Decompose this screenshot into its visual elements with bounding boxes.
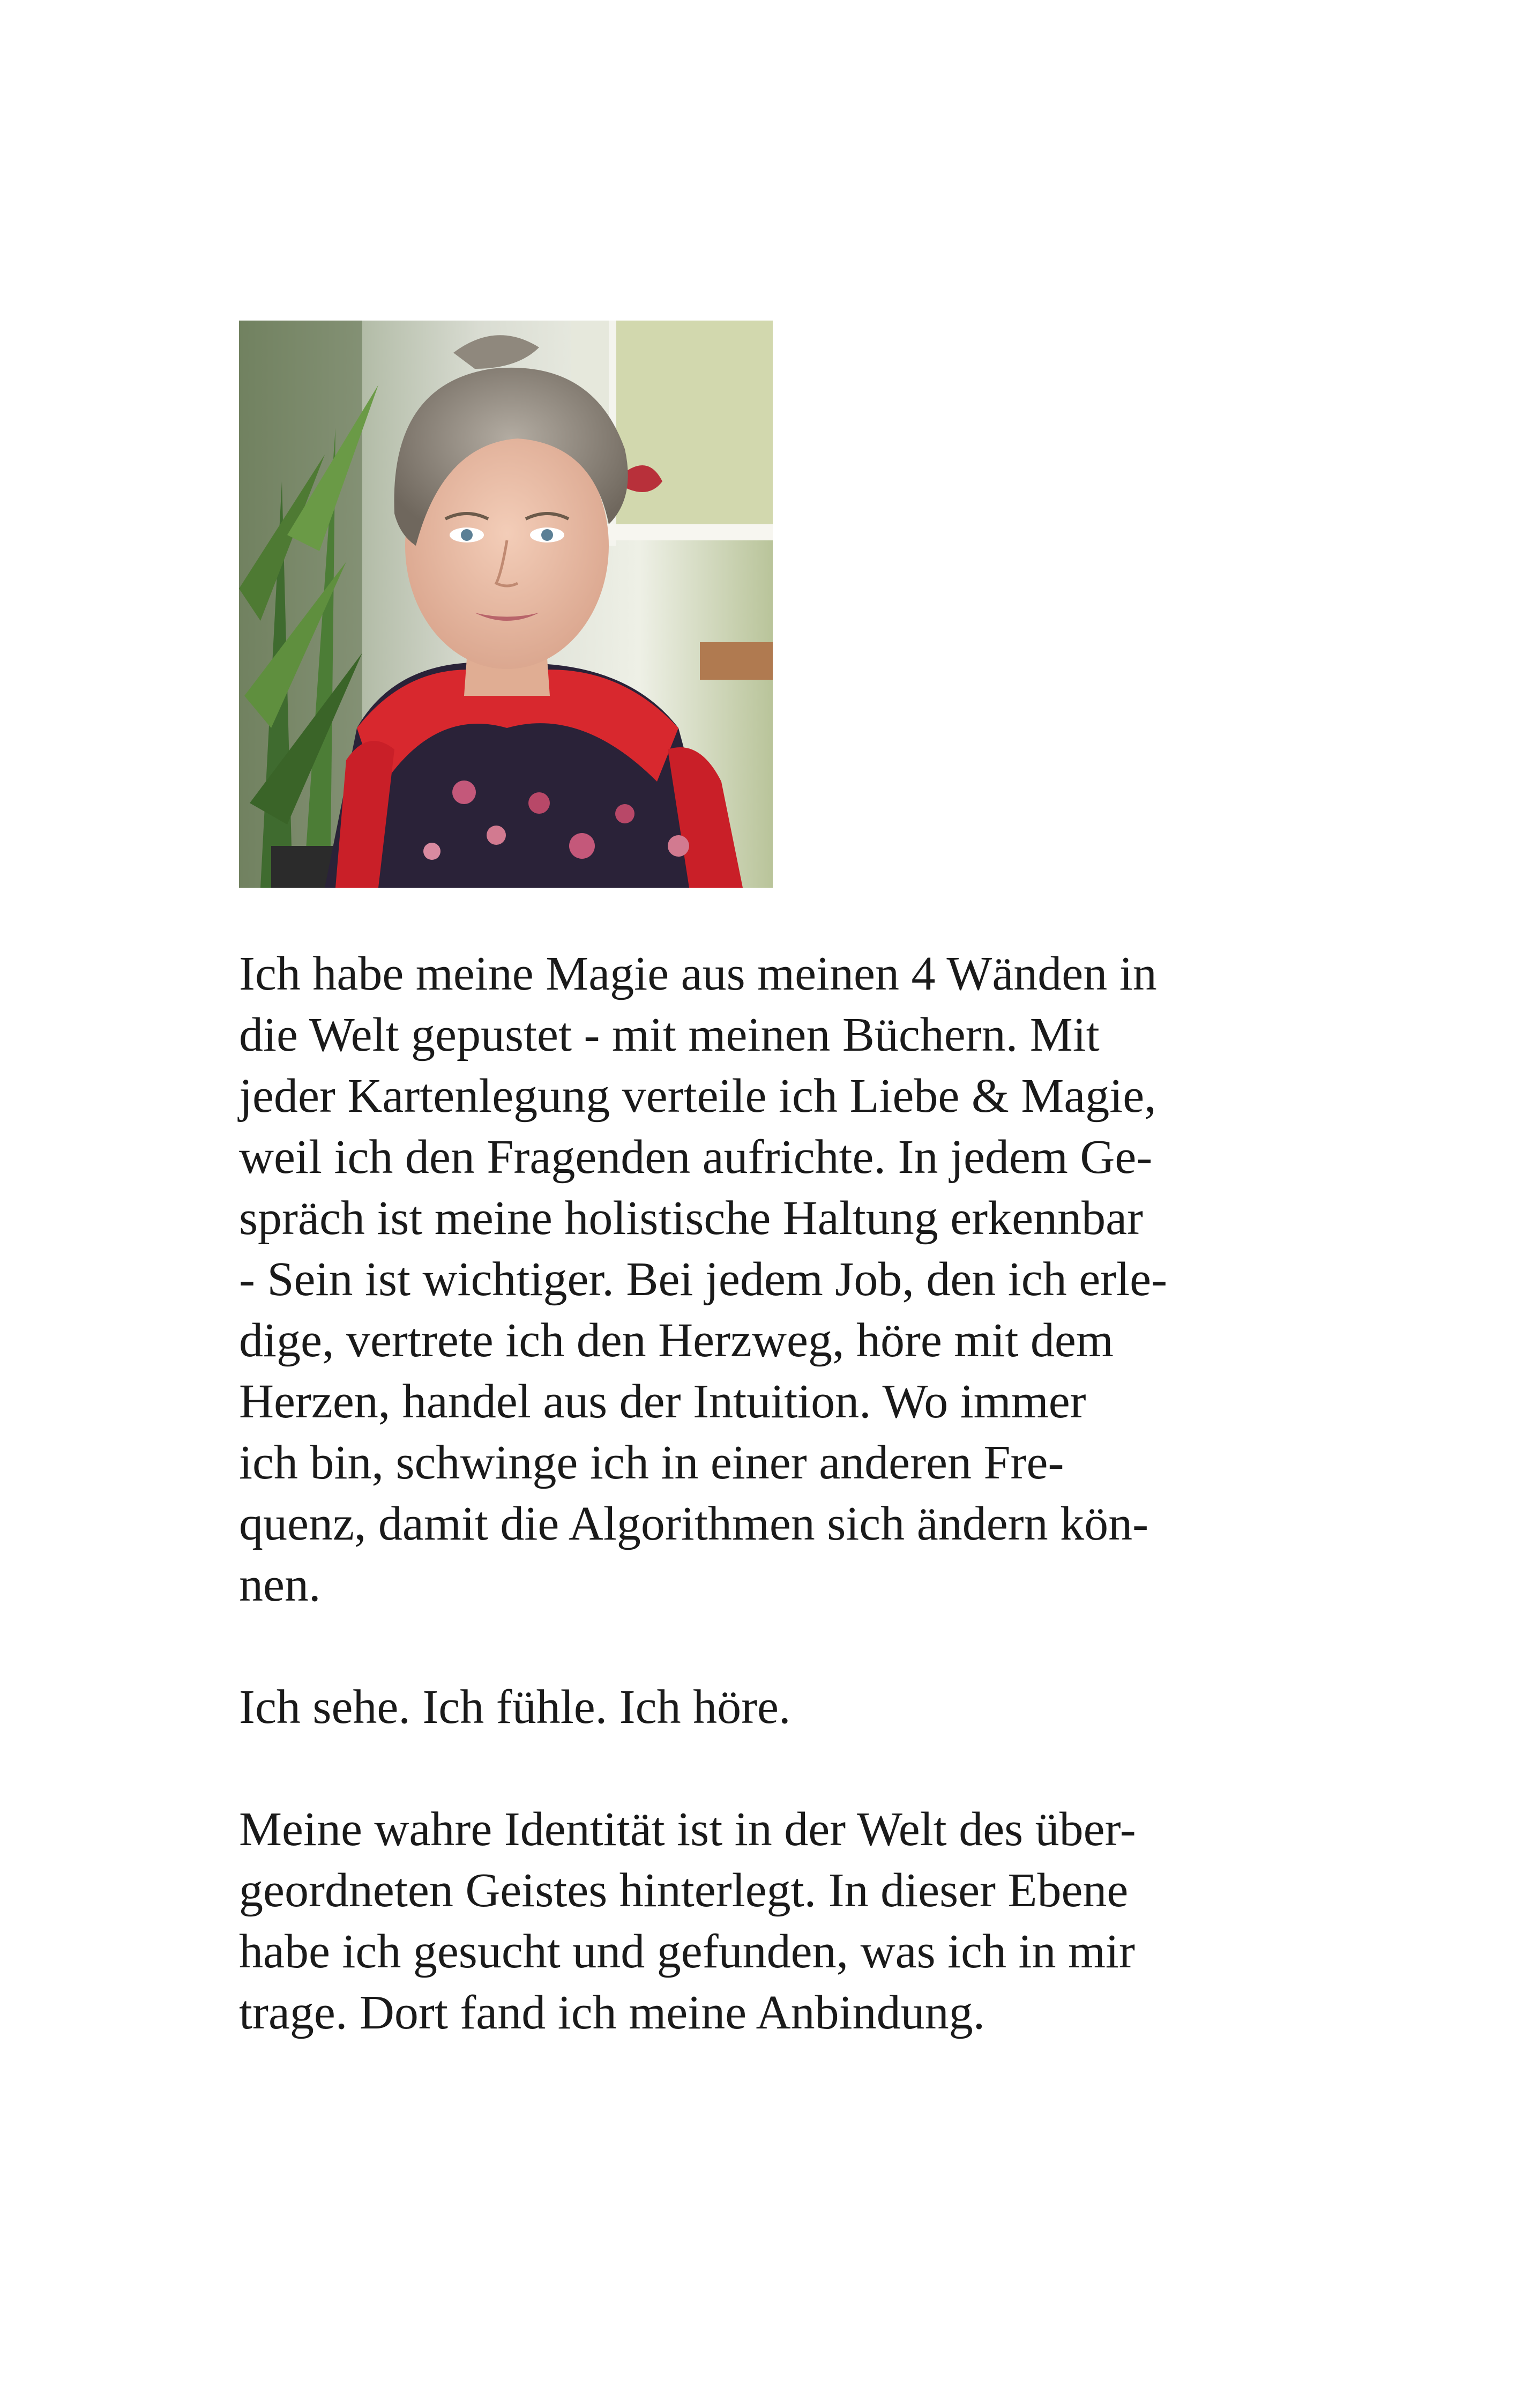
text-line: jeder Kartenlegung verteile ich Liebe & Magie, xyxy=(239,1069,1156,1123)
text-line: spräch ist meine holistische Haltung erkennbar xyxy=(239,1192,1144,1245)
paragraph-1 xyxy=(239,943,1332,1616)
text-line: habe ich gesucht und gefunden, was ich in mir xyxy=(239,1925,1136,1978)
text-line: - Sein ist wichtiger. Bei jedem Job, den ich erle- xyxy=(239,1253,1168,1306)
text-line: Herzen, handel aus der Intuition. Wo immer xyxy=(239,1375,1086,1428)
text-line: Meine wahre Identität ist in der Welt des über- xyxy=(239,1803,1136,1856)
paragraph-3 xyxy=(239,1799,1332,2043)
text-line: Ich sehe. Ich fühle. Ich höre. xyxy=(239,1681,791,1734)
text-line: trage. Dort fand ich meine Anbindung. xyxy=(239,1986,986,2039)
text-line: ich bin, schwinge ich in einer anderen Fre- xyxy=(239,1436,1064,1489)
text-line: dige, vertrete ich den Herzweg, höre mit dem xyxy=(239,1314,1114,1367)
text-line: quenz, damit die Algorithmen sich ändern kön- xyxy=(239,1497,1149,1550)
body-text xyxy=(239,943,1332,2043)
text-line: geordneten Geistes hinterlegt. In dieser Ebene xyxy=(239,1864,1129,1917)
text-line: nen. xyxy=(239,1558,321,1611)
paragraph-spacer xyxy=(239,1738,1332,1799)
paragraph-2 xyxy=(239,1677,1332,1738)
author-portrait xyxy=(239,321,773,888)
portrait-photo-icon xyxy=(239,321,773,888)
text-line: weil ich den Fragenden aufrichte. In jedem Ge- xyxy=(239,1131,1153,1184)
paragraph-spacer xyxy=(239,1616,1332,1677)
text-line: Ich habe meine Magie aus meinen 4 Wänden in xyxy=(239,947,1157,1000)
text-line: die Welt gepustet - mit meinen Büchern. Mit xyxy=(239,1008,1100,1061)
